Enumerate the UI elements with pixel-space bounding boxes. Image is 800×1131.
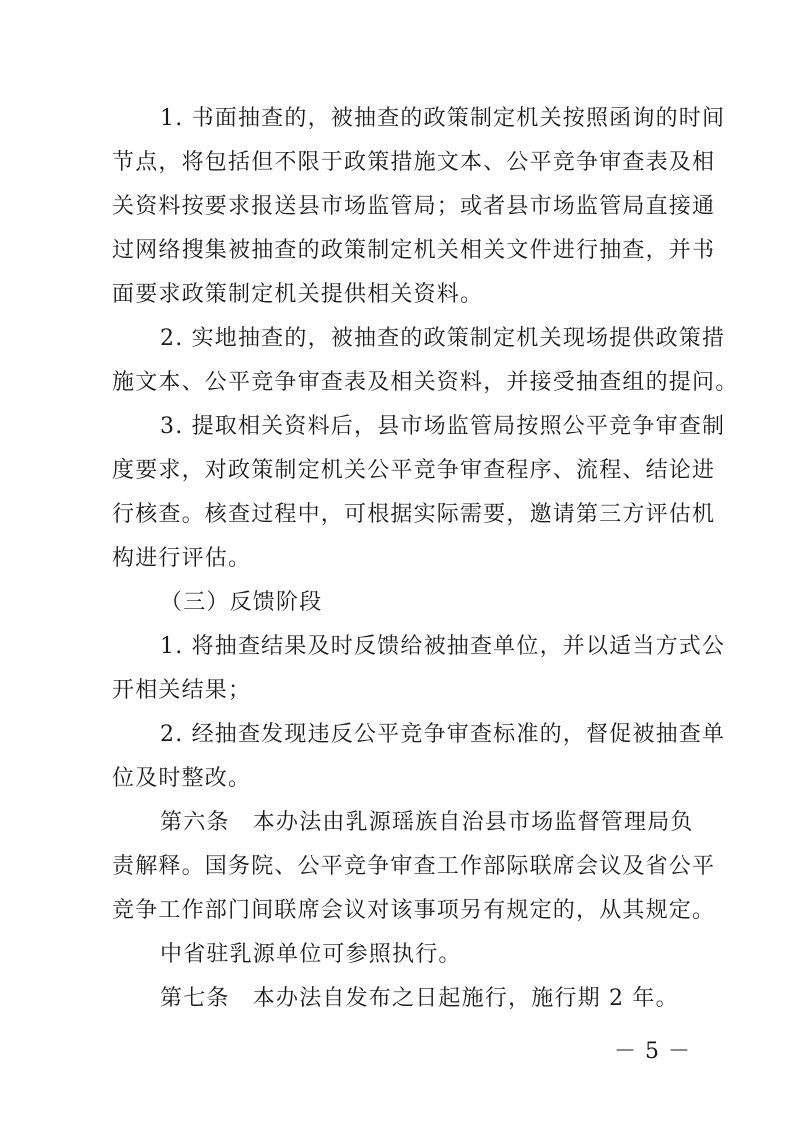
paragraph-line: 责解释。国务院、公平竞争审查工作部际联席会议及省公平	[112, 854, 716, 879]
paragraph-line: 过网络搜集被抽查的政策制定机关相关文件进行抽查，并书	[112, 238, 716, 263]
paragraph-line: 行核查。核查过程中，可根据实际需要，邀请第三方评估机	[112, 502, 716, 527]
paragraph-line: 1. 将抽查结果及时反馈给被抽查单位，并以适当方式公	[160, 634, 726, 659]
paragraph-line: 面要求政策制定机关提供相关资料。	[112, 282, 484, 307]
paragraph-line: 开相关结果；	[112, 678, 252, 703]
page-number: － 5 －	[614, 1039, 691, 1064]
article-line: 第六条 本办法由乳源瑶族自治县市场监督管理局负	[160, 810, 694, 835]
paragraph-line: 1. 书面抽查的，被抽查的政策制定机关按照函询的时间	[160, 106, 726, 131]
section-heading: （三）反馈阶段	[160, 590, 323, 615]
paragraph-line: 度要求，对政策制定机关公平竞争审查程序、流程、结论进	[112, 458, 716, 483]
paragraph-line: 2. 实地抽查的，被抽查的政策制定机关现场提供政策措	[160, 326, 726, 351]
paragraph-line: 竞争工作部门间联席会议对该事项另有规定的，从其规定。	[112, 898, 716, 923]
article-line: 第七条 本办法自发布之日起施行，施行期 2 年。	[160, 986, 679, 1011]
paragraph-line: 位及时整改。	[112, 766, 252, 791]
paragraph-line: 施文本、公平竞争审查表及相关资料，并接受抽查组的提问。	[112, 370, 739, 395]
paragraph-line: 中省驻乳源单位可参照执行。	[160, 942, 462, 967]
paragraph-line: 2. 经抽查发现违反公平竞争审查标准的，督促被抽查单	[160, 722, 726, 747]
paragraph-line: 构进行评估。	[112, 546, 252, 571]
paragraph-line: 节点，将包括但不限于政策措施文本、公平竞争审查表及相	[112, 150, 716, 175]
paragraph-line: 3. 提取相关资料后，县市场监管局按照公平竞争审查制	[160, 414, 726, 439]
paragraph-line: 关资料按要求报送县市场监管局；或者县市场监管局直接通	[112, 194, 716, 219]
